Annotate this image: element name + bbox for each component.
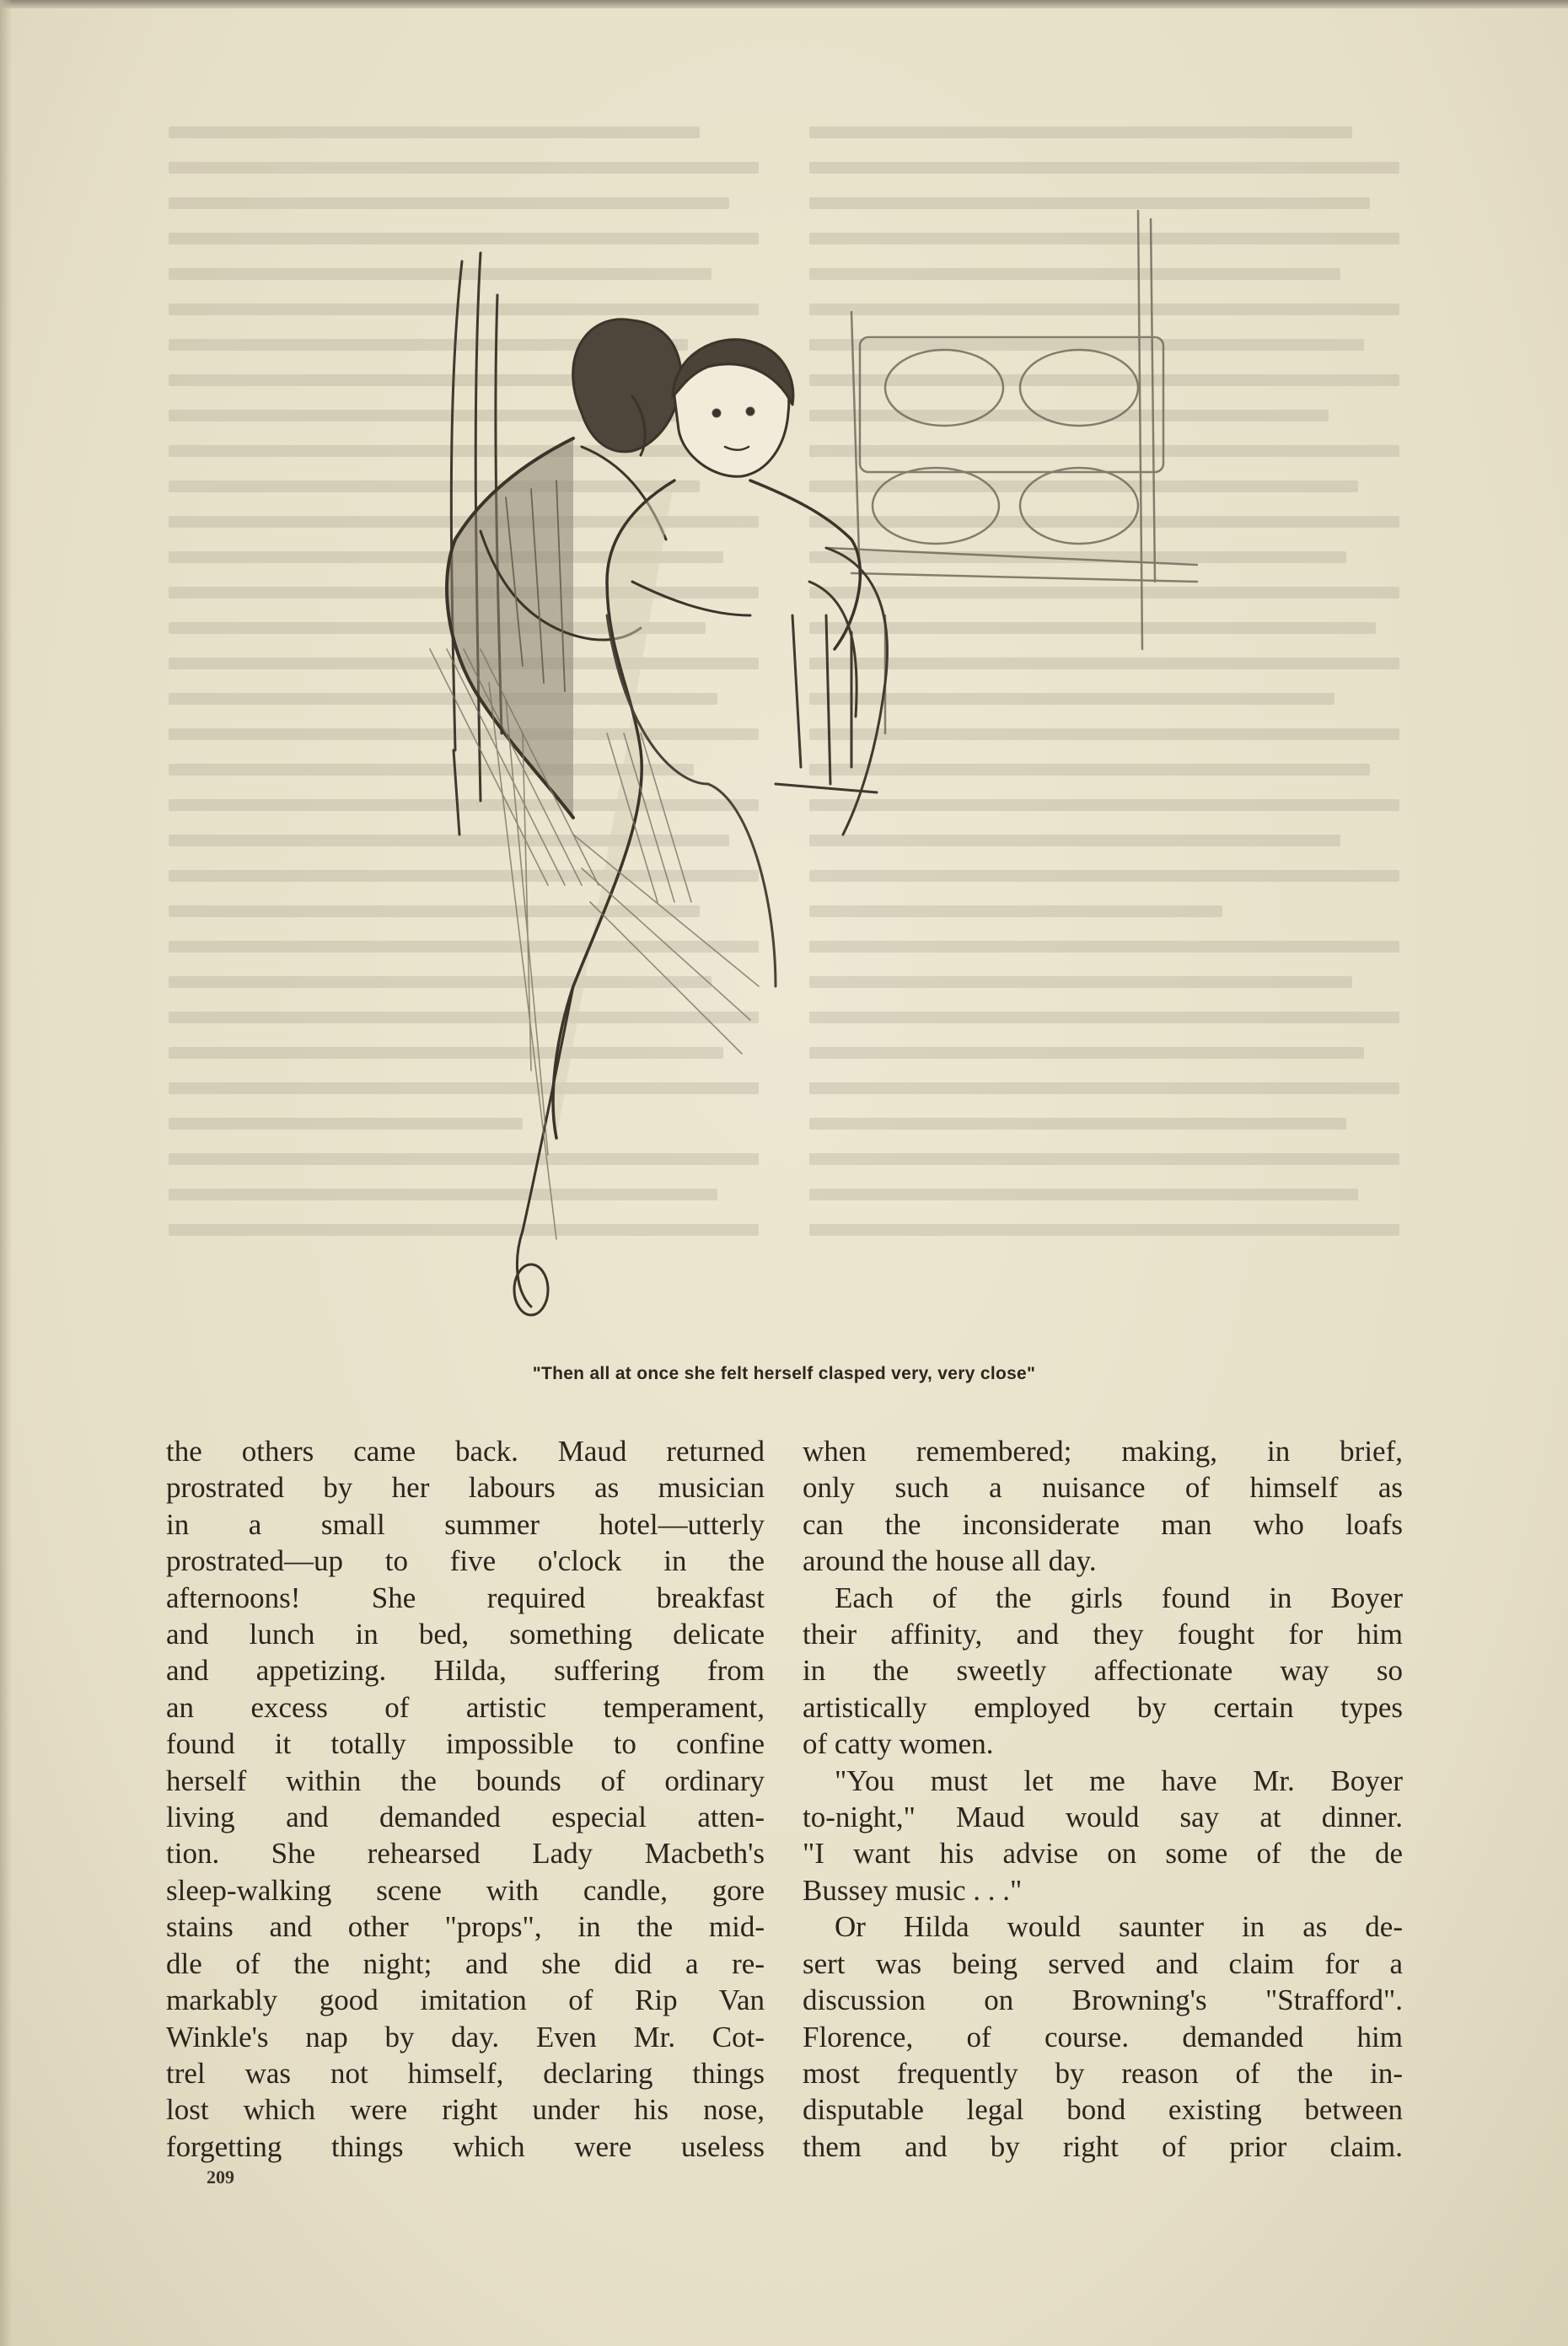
right-paragraph-1 [803, 1433, 1403, 1580]
text-line: dle of the night; and she did a re- [166, 1946, 765, 1980]
text-line: sert was being served and claim for a [803, 1946, 1403, 1980]
text-line: discussion on Browning's "Strafford". [803, 1984, 1403, 2017]
text-line: Each of the girls found in Boyer [835, 1581, 1403, 1614]
text-line: Winkle's nap by day. Even Mr. Cot- [166, 2020, 765, 2053]
text-line: around the house all day. [803, 1544, 1097, 1578]
illustration-couple-sketch [354, 143, 1298, 1357]
text-line: and lunch in bed, something delicate [166, 1618, 765, 1651]
text-line: stains and other "props", in the mid- [166, 1910, 765, 1944]
right-paragraph-3 [803, 1763, 1403, 1909]
text-line: tion. She rehearsed Lady Macbeth's [166, 1837, 765, 1871]
left-paragraph [166, 1433, 765, 2165]
text-line: their affinity, and they fought for him [803, 1618, 1403, 1651]
text-line: found it totally impossible to confine [166, 1727, 765, 1761]
text-line: markably good imitation of Rip Van [166, 1984, 765, 2017]
text-line: disputable legal bond existing between [803, 2093, 1403, 2127]
text-line: living and demanded especial atten- [166, 1801, 765, 1834]
text-line: an excess of artistic temperament, [166, 1690, 765, 1724]
page-left-edge [0, 0, 12, 2346]
text-line: when remembered; making, in brief, [803, 1435, 1403, 1468]
illustration-caption: "Then all at once she felt herself clasped very, very close" [532, 1364, 1036, 1383]
text-line: in a small summer hotel—utterly [166, 1507, 765, 1541]
text-line: Or Hilda would saunter in as de- [835, 1910, 1403, 1944]
text-line: afternoons! She required breakfast [166, 1581, 765, 1614]
text-line: them and by right of prior claim. [803, 2129, 1403, 2163]
text-line: artistically employed by certain types [803, 1690, 1403, 1724]
text-line: forgetting things which were useless [166, 2129, 765, 2163]
text-line: herself within the bounds of ordinary [166, 1764, 765, 1797]
text-line: sleep-walking scene with candle, gore [166, 1873, 765, 1907]
text-line: only such a nuisance of himself as [803, 1471, 1403, 1505]
text-line: "You must let me have Mr. Boyer [835, 1764, 1403, 1797]
text-line: can the inconsiderate man who loafs [803, 1507, 1403, 1541]
text-line: prostrated by her labours as musician [166, 1471, 765, 1505]
text-line: of catty women. [803, 1727, 994, 1761]
text-line: Florence, of course. demanded him [803, 2020, 1403, 2053]
text-line: the others came back. Maud returned [166, 1435, 765, 1468]
text-line: prostrated—up to five o'clock in the [166, 1544, 765, 1578]
background-sketch [826, 211, 1197, 733]
text-line: and appetizing. Hilda, suffering from [166, 1654, 765, 1688]
page-number: 209 [207, 2166, 234, 2188]
page-top-edge [0, 0, 1568, 8]
right-paragraph-2 [803, 1580, 1403, 1763]
text-line: "I want his advise on some of the de [803, 1837, 1403, 1871]
text-line: lost which were right under his nose, [166, 2093, 765, 2127]
right-paragraph-4 [803, 1908, 1403, 2165]
text-line: Bussey music . . ." [803, 1873, 1023, 1907]
right-text-column [803, 1433, 1403, 2165]
text-line: to-night," Maud would say at dinner. [803, 1801, 1403, 1834]
text-line: in the sweetly affectionate way so [803, 1654, 1403, 1688]
chair-sketch [776, 548, 887, 835]
text-line: trel was not himself, declaring things [166, 2056, 765, 2090]
text-line: most frequently by reason of the in- [803, 2056, 1403, 2090]
left-text-column [166, 1433, 765, 2165]
